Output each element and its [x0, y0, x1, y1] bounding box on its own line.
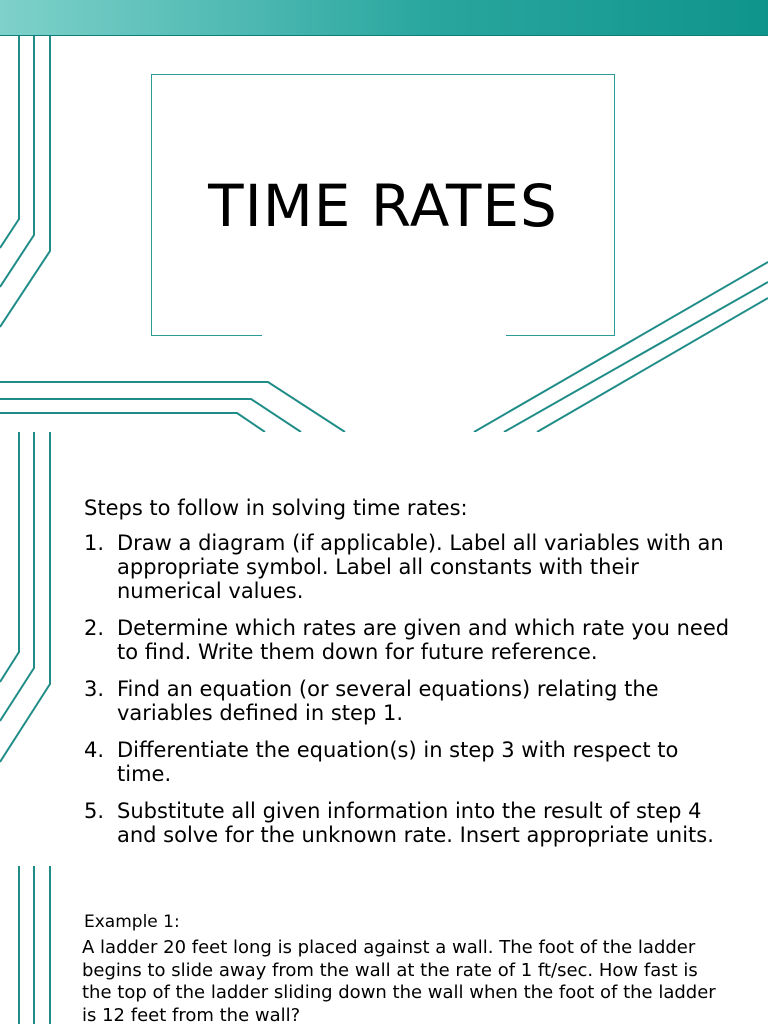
- step-number: 5.: [84, 799, 105, 823]
- step-number: 2.: [84, 616, 105, 640]
- frame-gap: [262, 330, 506, 340]
- title-slide: [0, 0, 768, 432]
- example-label: Example 1:: [84, 912, 180, 932]
- step-number: 1.: [84, 531, 105, 555]
- step-text: Substitute all given information into the result of step 4 and solve for the unknown rate. Insert appropriate units.: [117, 799, 714, 847]
- step-item: [84, 677, 734, 725]
- steps-content: [84, 496, 734, 860]
- steps-intro: Steps to follow in solving time rates:: [84, 496, 468, 520]
- example-slide: [0, 866, 768, 1024]
- step-item: [84, 616, 734, 664]
- example-problem-text: A ladder 20 feet long is placed against a wall. The foot of the ladder begins to slide away from the wall at the rate of 1 ft/sec. How fast is the top of the ladder sliding down the wall when the foot of the ladder is 12 feet from the wall?: [82, 937, 716, 1024]
- step-item: [84, 531, 734, 603]
- slide-title: TIME RATES: [208, 172, 558, 240]
- step-text: Differentiate the equation(s) in step 3 with respect to time.: [117, 738, 679, 786]
- step-text: Draw a diagram (if applicable). Label all variables with an appropriate symbol. Label all constants with their numerical values.: [117, 531, 724, 603]
- steps-list: [84, 531, 734, 847]
- step-item: [84, 738, 734, 786]
- top-accent-bar: [0, 0, 768, 36]
- example-content: [82, 911, 722, 1024]
- step-number: 4.: [84, 738, 105, 762]
- step-text: Find an equation (or several equations) relating the variables defined in step 1.: [117, 677, 659, 725]
- step-item: [84, 799, 734, 847]
- step-number: 3.: [84, 677, 105, 701]
- step-text: Determine which rates are given and which rate you need to find. Write them down for future reference.: [117, 616, 730, 664]
- steps-slide: [0, 432, 768, 866]
